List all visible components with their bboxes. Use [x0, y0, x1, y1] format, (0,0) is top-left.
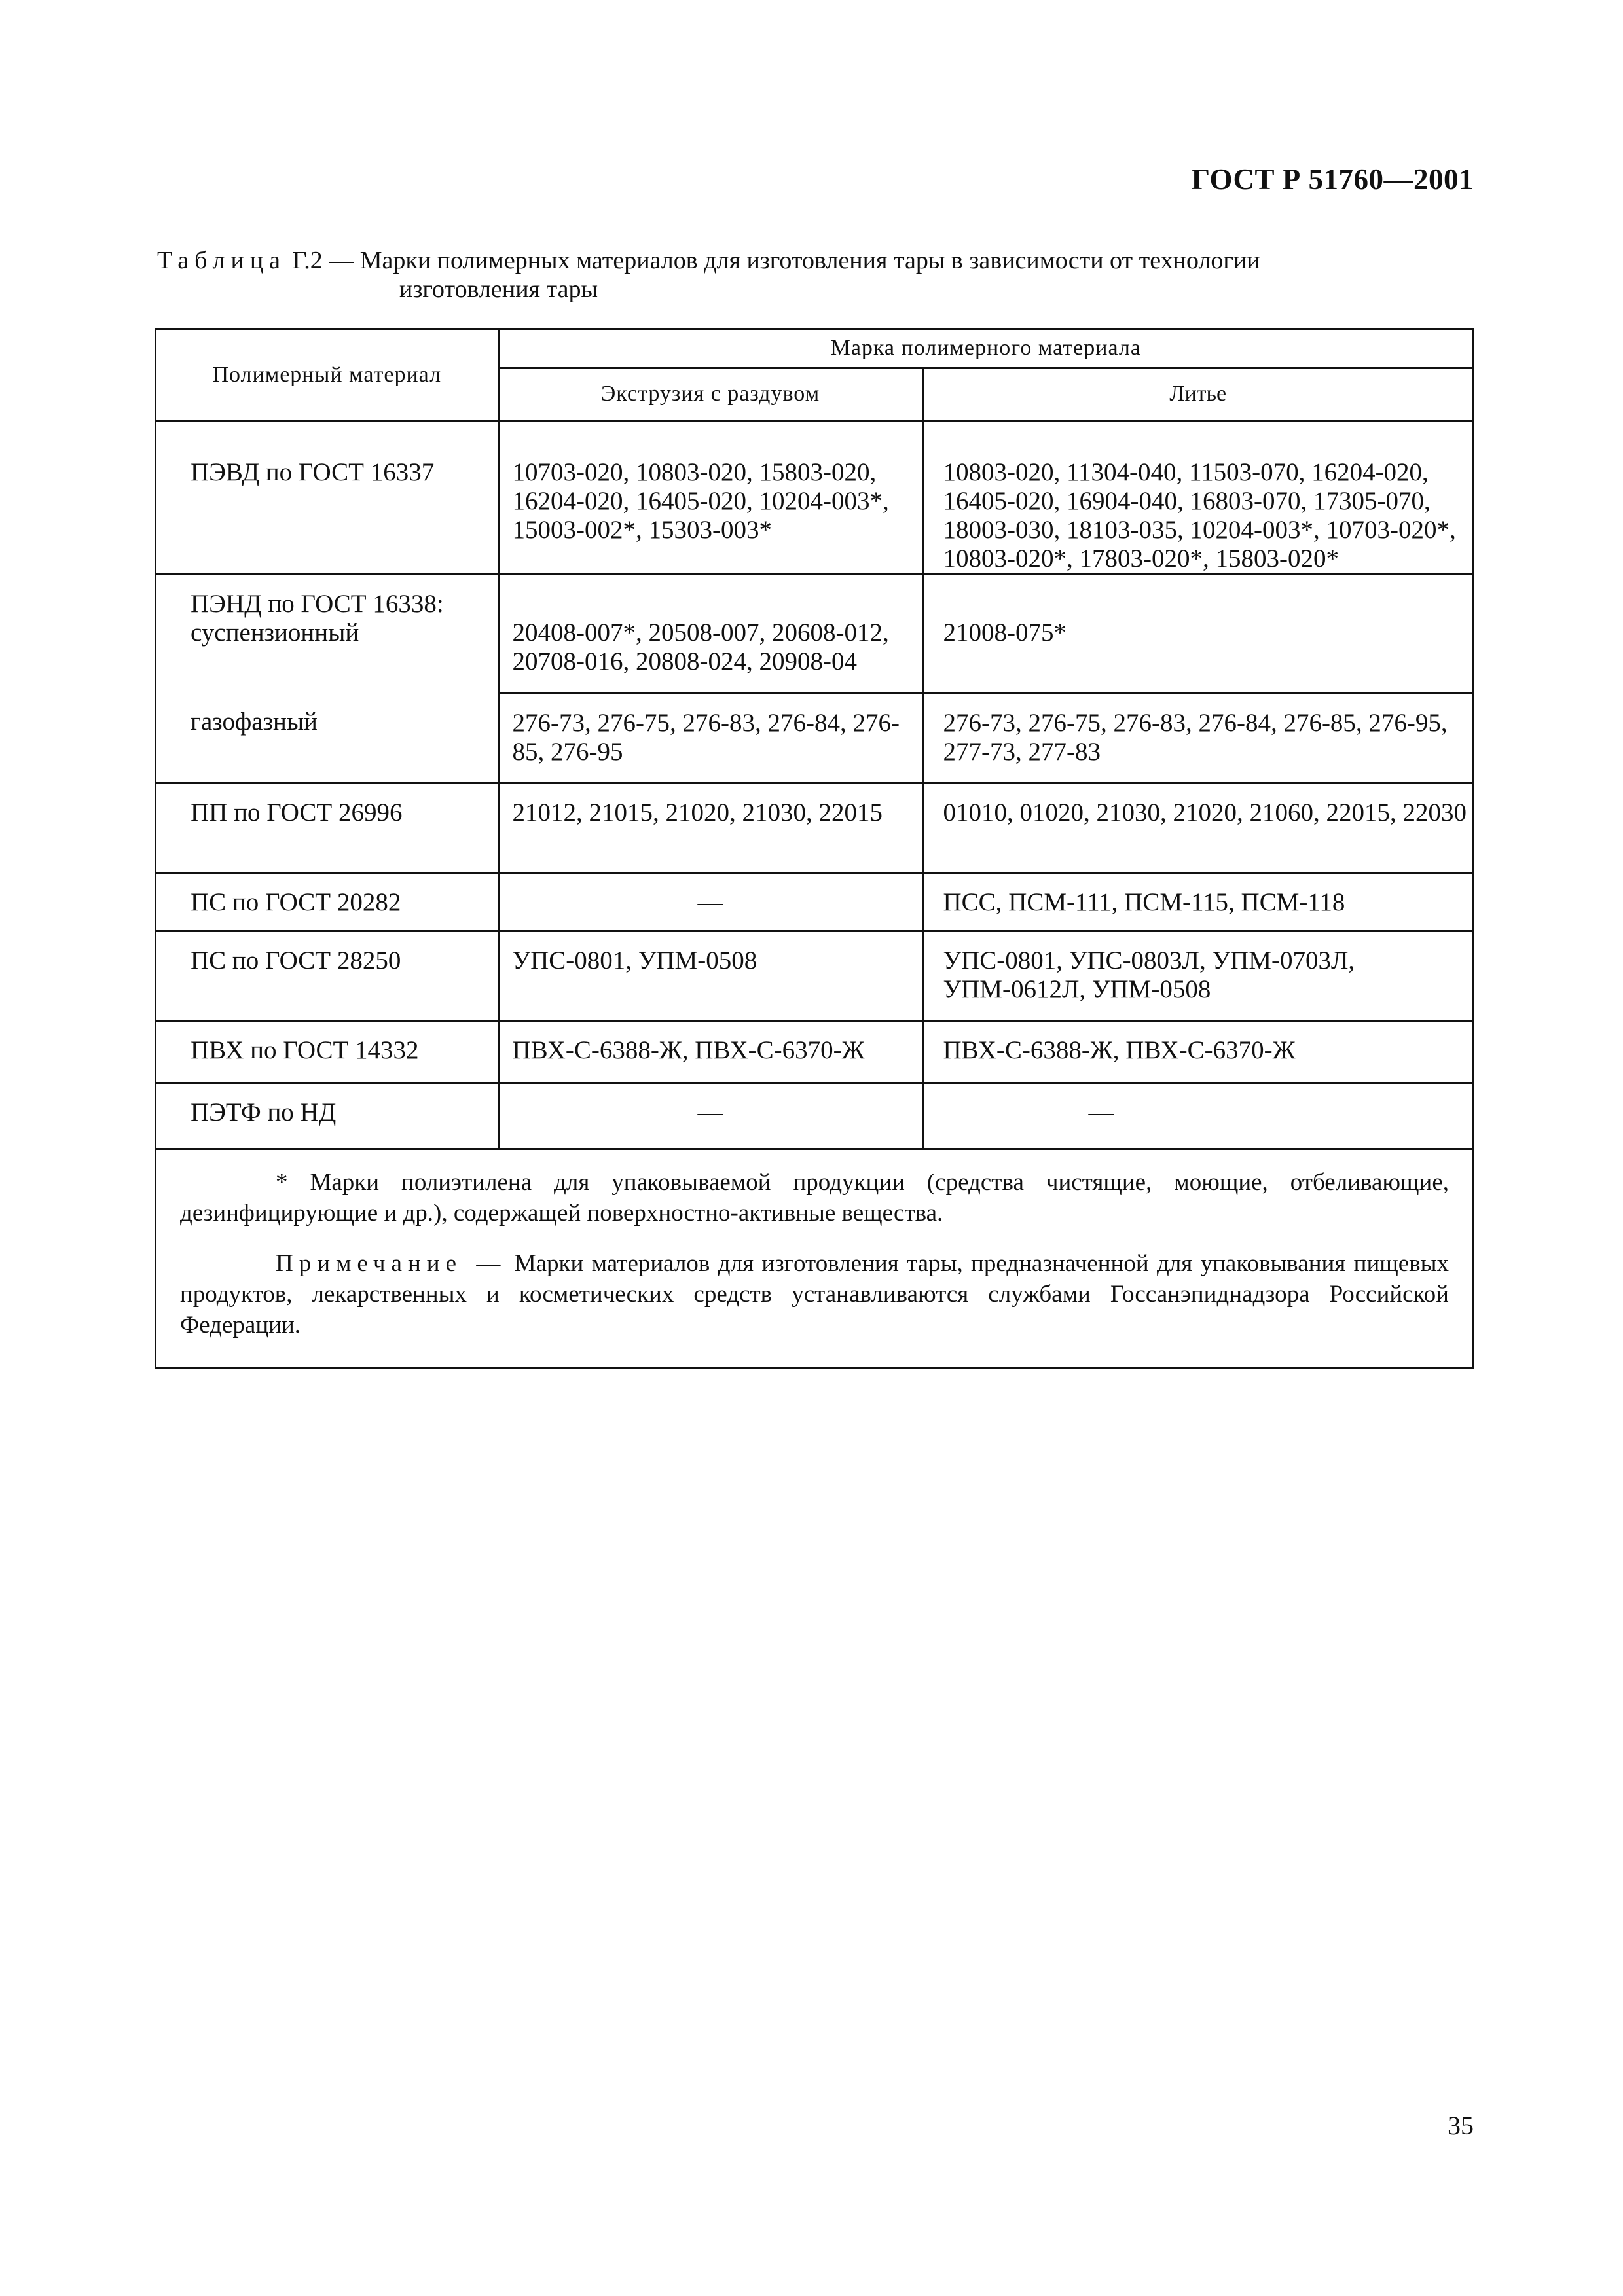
table-row: [156, 783, 1472, 873]
cell-material: ПП по ГОСТ 26996: [156, 783, 498, 873]
note: [180, 1248, 1449, 1340]
cell-casting: ПВХ-С-6388-Ж, ПВХ-С-6370-Ж: [922, 1021, 1472, 1083]
cell-material: [156, 575, 498, 694]
cell-casting: 21008-075*: [922, 575, 1472, 694]
cell-casting: 10803-020, 11304-040, 11503-070, 16204-020, 16405-020, 16904-040, 16803-070, 17305-070, 18003-030, 18103-035, 10204-003*, 10703-020*, 10803-020*, 17803-020*, 15803-020*: [922, 444, 1472, 575]
cell-casting: УПС-0801, УПС-0803Л, УПМ-0703Л, УПМ-0612Л, УПМ-0508: [922, 931, 1472, 1021]
header-extrusion: Экструзия с раздувом: [498, 368, 922, 420]
cell-material-subtype: суспензионный: [191, 619, 359, 647]
standard-designation: ГОСТ Р 51760—2001: [1191, 163, 1474, 196]
cell-material: ПС по ГОСТ 28250: [156, 931, 498, 1021]
cell-extrusion: 20408-007*, 20508-007, 20608-012, 20708-016, 20808-024, 20908-04: [498, 575, 922, 694]
cell-extrusion: 276-73, 276-75, 276-83, 276-84, 276-85, 276-95: [498, 693, 922, 783]
cell-material: ПС по ГОСТ 20282: [156, 873, 498, 931]
table-row: [156, 931, 1472, 1021]
cell-material: ПЭВД по ГОСТ 16337: [156, 444, 498, 575]
cell-extrusion: —: [498, 1083, 922, 1149]
caption-title-line1: Марки полимерных материалов для изготовления тары в зависимости от технологии: [359, 247, 1260, 274]
caption-title-line2: изготовления тары: [399, 276, 598, 303]
header-material: Полимерный материал: [156, 330, 498, 421]
table-notes: [156, 1148, 1472, 1367]
table-row: [156, 575, 1472, 694]
cell-material: ПЭТФ по НД: [156, 1083, 498, 1149]
cell-casting: —: [1088, 1098, 1114, 1126]
cell-extrusion: 10703-020, 10803-020, 15803-020, 16204-020, 16405-020, 10204-003*, 15003-002*, 15303-003*: [498, 444, 922, 575]
cell-casting: 276-73, 276-75, 276-83, 276-84, 276-85, 276-95, 277-73, 277-83: [922, 693, 1472, 783]
table-row: [156, 1083, 1472, 1149]
table-row: [156, 444, 1472, 575]
table-row: [156, 873, 1472, 931]
materials-table: [155, 328, 1474, 1369]
cell-casting: 01010, 01020, 21030, 21020, 21060, 22015, 22030: [922, 783, 1472, 873]
header-grade: Марка полимерного материала: [498, 330, 1472, 368]
note-label: Примечание —: [276, 1250, 507, 1277]
cell-casting: ПСС, ПСМ-111, ПСМ-115, ПСМ-118: [922, 873, 1472, 931]
cell-extrusion: ПВХ-С-6388-Ж, ПВХ-С-6370-Ж: [498, 1021, 922, 1083]
caption-number: Г.2 —: [292, 247, 354, 274]
cell-extrusion: 21012, 21015, 21020, 21030, 22015: [498, 783, 922, 873]
footnote: * Марки полиэтилена для упаковываемой продукции (средства чистящие, моющие, отбеливающие, дезинфицирующие и др.), содержащей поверхностно-активные вещества.: [180, 1169, 1449, 1227]
table-caption: [157, 246, 1467, 304]
cell-extrusion: УПС-0801, УПМ-0508: [498, 931, 922, 1021]
table-row: [156, 1021, 1472, 1083]
cell-material: газофазный: [156, 693, 498, 783]
cell-extrusion: —: [498, 873, 922, 931]
cell-material: ПВХ по ГОСТ 14332: [156, 1021, 498, 1083]
caption-prefix: Таблица: [157, 247, 287, 274]
header-casting: Литье: [922, 368, 1472, 420]
table-row: [156, 693, 1472, 783]
note-text: Марки материалов для изготовления тары, предназначенной для упаковывания пищевых продуктов, лекарственных и косметических средств устанавливаются службами Госсанэпиднадзора Российской Федерации.: [180, 1250, 1450, 1338]
cell-material-title: ПЭНД по ГОСТ 16338:: [191, 590, 444, 618]
page-number: 35: [1448, 2111, 1474, 2140]
